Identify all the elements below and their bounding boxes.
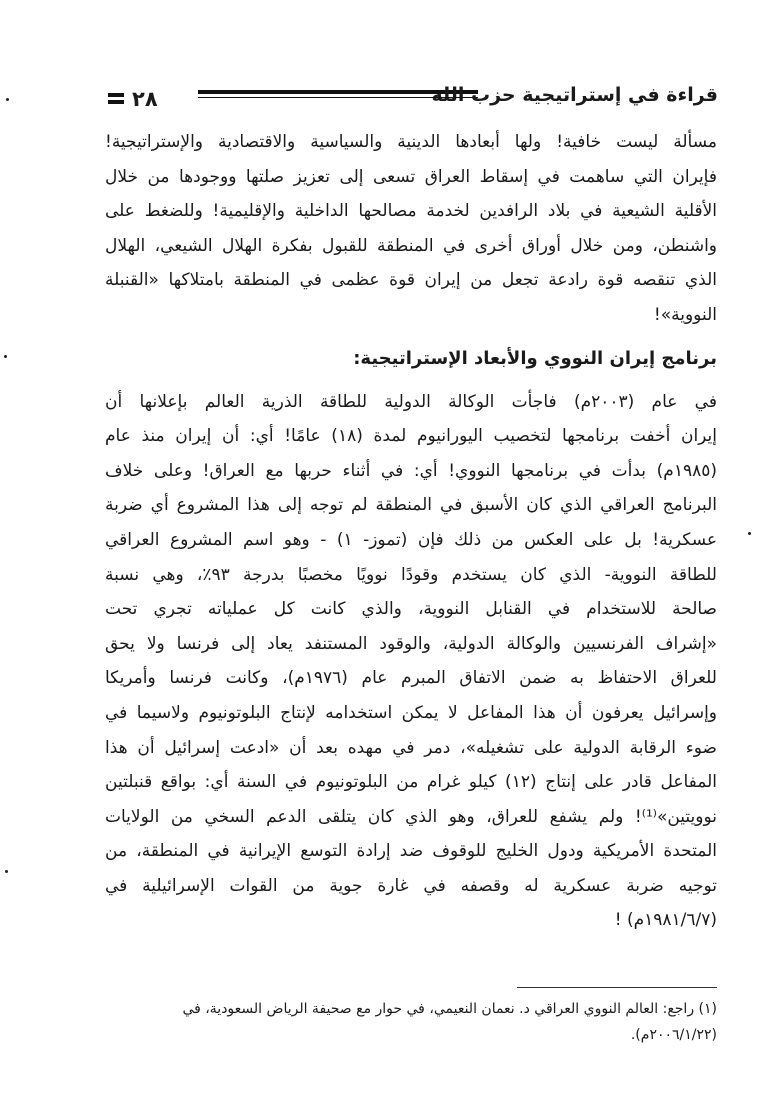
text-line: إيران أخفت برنامجها لتخصيب اليورانيوم لمدة (١٨) عامًا! أي: أن إيران منذ عام: [105, 426, 717, 447]
page-header: [108, 82, 718, 116]
double-dash-ornament: [108, 93, 124, 97]
text-line: للعراق الاحتفاظ به ضمن الاتفاق المبرم عام (١٩٧٦م)، وكانت فرنسا وأمريكا: [105, 668, 717, 689]
page-number-block: [108, 82, 158, 116]
text-line: واشنطن، ومن خلال أوراق أخرى في المنطقة للقبول بفكرة الهلال الشيعي، الهلال: [105, 235, 717, 256]
text-line: النووية»!: [653, 304, 717, 325]
text-line: توجيه ضربة عسكرية له وقصفه في غارة جوية من القوات الإسرائيلية في: [105, 875, 717, 896]
footnote-separator: [517, 987, 717, 988]
main-paragraph: [105, 385, 717, 939]
text-line: صالحة للاستخدام في القنابل النووية، والذي كانت كل عملياته تجري تحت: [105, 599, 717, 620]
text-line: الذي تنقصه قوة رادعة تجعل من إيران قوة عظمى في المنطقة بامتلاكها «القنبلة: [105, 270, 717, 291]
text-line: مسألة ليست خافية! ولها أبعادها الدينية والسياسية والاقتصادية والإستراتيجية!: [105, 132, 717, 152]
text-line: للطاقة النووية- الذي كان يستخدم وقودًا نوويًا مخصبًا بدرجة ٩٣٪، وهي نسبة: [105, 564, 717, 585]
text-line: (١٩٨٥م) بدأت في برنامجها النووي! أي: في أثناء حربها مع العراق! وعلى خلاف: [105, 460, 717, 481]
text-line: ضوء الرقابة الدولية على تشغيله»، دمر في مهده بعد أن «ادعت إسرائيل أن هذا: [105, 737, 717, 758]
text-line: الأقلية الشيعية في بلاد الرافدين لخدمة مصالحها الداخلية والإقليمية! وللضغط على: [105, 201, 717, 222]
page-body: [105, 125, 717, 938]
text-line: وإسرائيل يعرفون أن هذا المفاعل لا يمكن استخدامه لإنتاج البلوتونيوم ولاسيما في: [105, 702, 717, 723]
text-line: نوويتين»⁽¹⁾! ولم يشفع للعراق، وهو الذي كان يتلقى الدعم السخي من الولايات: [105, 806, 717, 827]
text-line: «إشراف الفرنسيين والوكالة الدولية، والوقود المستنفد يعاد إلى فرنسا ولا يحق: [105, 633, 717, 654]
scan-speck: [6, 98, 9, 101]
scan-speck: [748, 532, 751, 535]
running-title: قراءة في إستراتيجية حزب الله: [431, 84, 718, 106]
footnote-line: (٢٠٠٦/١/٢٢م).: [630, 1027, 717, 1043]
text-line: فإيران التي ساهمت في إسقاط العراق تسعى إلى تعزيز صلتها ووجودها من خلال: [105, 166, 717, 187]
text-line: عسكرية! بل على العكس من ذلك فإن (تموز- ١) - وهو اسم المشروع العراقي: [105, 529, 717, 550]
footnote: [120, 996, 717, 1048]
text-line: البرنامج العراقي الذي كان الأسبق في المنطقة لم توجه إلى هذا المشروع أي ضربة: [105, 495, 717, 516]
text-line: (١٩٨١/٦/٧م) !: [614, 910, 717, 931]
text-line: المفاعل قادر على إنتاج (١٢) كيلو غرام من البلوتونيوم في السنة أي: بواقع قنبلتين: [105, 772, 717, 793]
scan-speck: [4, 355, 7, 358]
page-number: ٢٨: [132, 87, 158, 111]
intro-paragraph: [105, 125, 717, 333]
footnote-line: (١) راجع: العالم النووي العراقي د. نعمان النعيمي، في حوار مع صحيفة الرياض السعودية، في: [182, 1001, 717, 1017]
text-line: في عام (٢٠٠٣م) فاجأت الوكالة الدولية للطاقة الذرية العالم بإعلانها أن: [105, 391, 717, 412]
text-line: المتحدة الأمريكية ودول الخليج للوقوف ضد إرادة التوسع الإيرانية في المنطقة، من: [105, 841, 717, 862]
section-heading: برنامج إيران النووي والأبعاد الإستراتيجية:: [353, 347, 717, 369]
scan-speck: [5, 870, 8, 873]
